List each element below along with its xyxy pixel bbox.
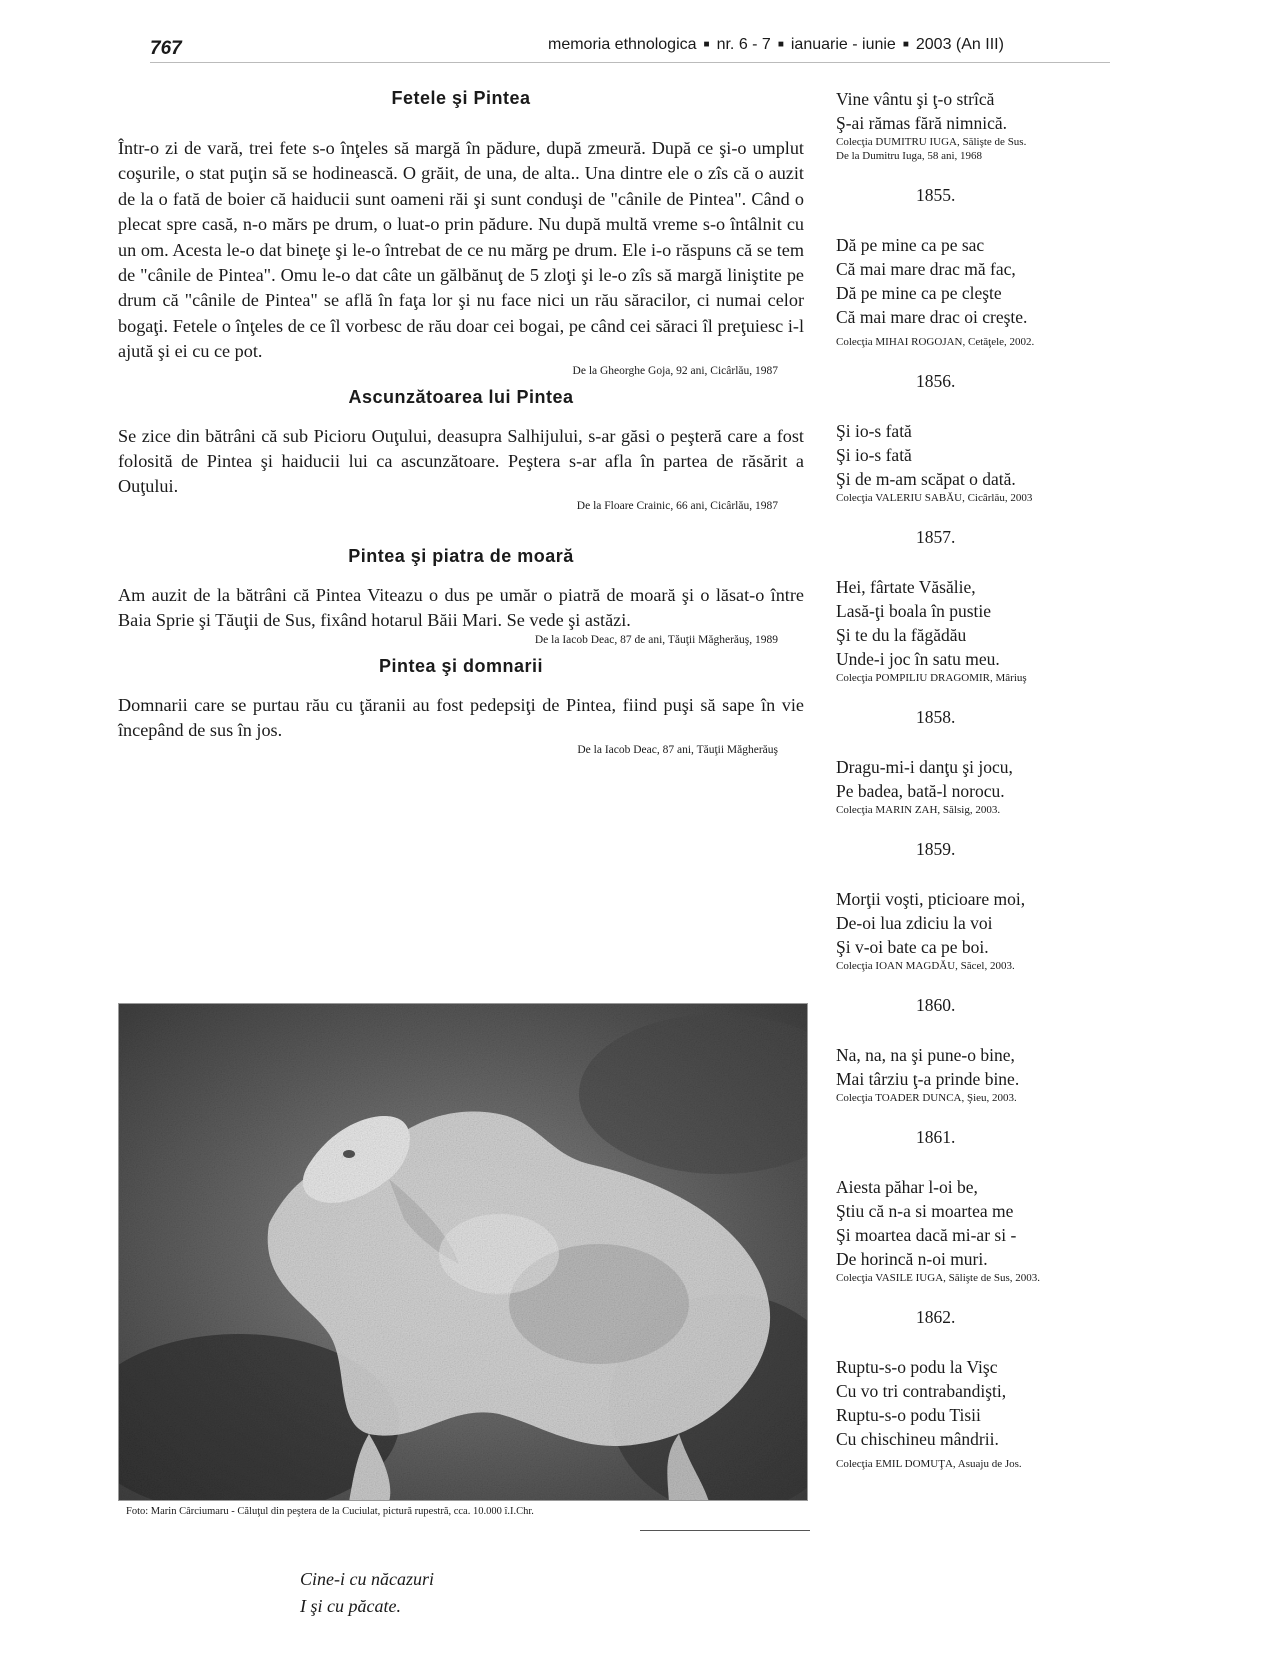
collection-credit: Colecţia MARIN ZAH, Sălsig, 2003. — [836, 804, 1001, 816]
cave-painting-photo — [118, 1003, 808, 1501]
running-header — [548, 36, 1108, 54]
verse-line: Cu vo tri contrabandişti, — [836, 1381, 1007, 1401]
verse-line: Hei, fârtate Văsălie, — [836, 577, 976, 597]
issue-period: ianuarie - iunie — [790, 36, 896, 53]
song — [836, 371, 1126, 505]
story-text: Se zice din bătrâni că sub Picioru Ouţului, deasupra Salhijului, s-ar găsi o peşteră care a fost folosită de Pintea şi haiducii lui ca ascunzătoare. Peştera s-ar afla în partea de răsărit a Ouţului. — [118, 425, 804, 497]
story-title: Fetele şi Pintea — [391, 88, 531, 108]
verse-line: Pe badea, bată-l norocu. — [836, 781, 1005, 801]
song-number: 1857. — [916, 527, 956, 547]
journal-title: memoria ethnologica — [548, 36, 697, 53]
story — [118, 546, 804, 646]
story-text: Am auzit de la bătrâni că Pintea Viteazu o dus pe umăr o piatră de moară şi o lăsat-o între Baia Sprie şi Tăuţii de Sus, fixând hotarul Băii Mari. Se vede şi astăzi. — [118, 584, 804, 631]
verse-line: Ruptu-s-o podu la Vişc — [836, 1357, 998, 1377]
verse-line: Unde-i joc în satu meu. — [836, 649, 1000, 669]
verse-line: Ştiu că n-a si moartea me — [836, 1201, 1014, 1221]
song — [836, 707, 1126, 817]
collection-credit: De la Dumitru Iuga, 58 ani, 1968 — [836, 150, 983, 162]
song-number: 1860. — [916, 995, 956, 1015]
story-text: Într-o zi de vară, trei fete s-o înţeles să margă în pădure, după zmeură. După ce şi-o umplut coşurile, o stat puţin să se hodinească. O grăit, de una, de alta.. Una dintre ele o zîs că o auzit de la o fată de boier că haiducii sunt oameni răi şi sunt conduşi de "cânile de Pintea". Când o plecat spre casă, n-o mărs pe drum, o luat-o prin pădure. Nu după multă vreme s-o întâlnit cu un om. Acesta le-o dat bineţe şi le-o întrebat de ce nu mărg pe drum. Ele i-o răspuns că se tem de "cânile de Pintea". Omu le-o dat câte un gălbănuţ de 5 zloţi şi le-o zîs să margă liniştite pe drum că "cânile de Pintea" se află în faţa lor şi nu face nici un rău săracilor, ci numai celor bogaţi. Fetele o înţeles de ce îl vorbesc de rău doar cei bogai, pe când cei săraci îl preţuiesc i-l ajută şi ei cu ce pot. — [118, 138, 804, 362]
verse-line: Că mai mare drac mă fac, — [836, 259, 1016, 279]
verse-line: Mai târziu ţ-a prinde bine. — [836, 1069, 1020, 1089]
story-source: De la Gheorghe Goja, 92 ani, Cicârlău, 1987 — [572, 364, 778, 377]
closing-verse-line: Cine-i cu năcazuri — [300, 1569, 434, 1589]
song — [836, 87, 1126, 163]
story-title: Pintea şi domnarii — [378, 655, 544, 676]
story-title: Pintea şi piatra de moară — [348, 545, 574, 566]
stories-column — [118, 86, 804, 756]
song — [836, 185, 1126, 349]
song-number: 1862. — [916, 1307, 956, 1327]
song — [836, 839, 1126, 973]
verse-line: Vine vântu şi ţ-o strîcă — [836, 89, 995, 109]
song-number: 1861. — [916, 1127, 956, 1147]
separator: ■ — [902, 39, 909, 50]
verse-line: Că mai mare drac oi creşte. — [836, 307, 1028, 327]
story-title: Ascunzătoarea lui Pintea — [348, 386, 574, 407]
collection-credit: Colecţia VASILE IUGA, Sălişte de Sus, 2003. — [836, 1272, 1040, 1284]
song — [836, 1307, 1126, 1471]
story-text: Domnarii care se purtau rău cu ţăranii au fost pedepsiţi de Pintea, fiind puşi să sape în vie începând de sus în jos. — [118, 694, 804, 741]
closing-verse — [300, 1566, 434, 1620]
verse-line: Aiesta păhar l-oi be, — [836, 1177, 978, 1197]
song-number: 1858. — [916, 707, 956, 727]
header-rule — [150, 62, 1110, 63]
collection-credit: Colecţia TOADER DUNCA, Şieu, 2003. — [836, 1092, 1017, 1104]
caption-rule — [640, 1530, 810, 1531]
photo-caption: Foto: Marin Cârciumaru - Căluţul din peştera de la Cuciulat, pictură rupestră, cca. 10.000 î.I.Chr. — [126, 1506, 534, 1517]
collection-credit: Colecţia EMIL DOMUŢA, Asuaju de Jos. — [836, 1458, 1022, 1470]
page-number: 767 — [150, 38, 182, 59]
collection-credit: Colecţia POMPILIU DRAGOMIR, Mâriuş — [836, 672, 1027, 684]
verse-line: Şi v-oi bate ca pe boi. — [836, 937, 989, 957]
issue-number: nr. 6 - 7 — [716, 36, 771, 53]
verse-line: Dă pe mine ca pe sac — [836, 235, 985, 255]
collection-credit: Colecţia IOAN MAGDĂU, Săcel, 2003. — [836, 960, 1015, 972]
verse-line: Lasă-ţi boala în pustie — [836, 601, 992, 621]
verse-line: Ruptu-s-o podu Tisii — [836, 1405, 981, 1425]
story — [118, 656, 804, 756]
separator: ■ — [703, 39, 710, 50]
verse-line: Şi io-s fată — [836, 421, 912, 441]
verse-line: Şi te du la făgădău — [836, 625, 967, 645]
story-source: De la Iacob Deac, 87 ani, Tăuţii Măgherăuş — [577, 743, 778, 756]
song — [836, 1127, 1126, 1285]
separator: ■ — [777, 39, 784, 50]
song-number: 1855. — [916, 185, 956, 205]
verse-line: Şi de m-am scăpat o dată. — [836, 469, 1016, 489]
horse-painting-image — [119, 1004, 808, 1501]
issue-year: 2003 (An III) — [915, 36, 1004, 53]
closing-verse-line: I şi cu păcate. — [300, 1596, 401, 1616]
story — [118, 88, 804, 377]
song-number: 1859. — [916, 839, 956, 859]
verse-line: Dragu-mi-i danţu şi jocu, — [836, 757, 1013, 777]
story-source: De la Iacob Deac, 87 de ani, Tăuţii Măgherăuş, 1989 — [534, 633, 778, 646]
song-number: 1856. — [916, 371, 956, 391]
collection-credit: Colecţia VALERIU SABĂU, Cicârlău, 2003 — [836, 492, 1033, 504]
verse-line: Şi moartea dacă mi-ar si - — [836, 1225, 1017, 1245]
verse-line: Şi io-s fată — [836, 445, 912, 465]
verse-line: De horincă n-oi muri. — [836, 1249, 988, 1269]
story-source: De la Floare Crainic, 66 ani, Cicârlău, 1987 — [576, 499, 778, 512]
song — [836, 527, 1126, 685]
verse-line: Na, na, na şi pune-o bine, — [836, 1045, 1015, 1065]
verse-line: Dă pe mine ca pe cleşte — [836, 283, 1002, 303]
verse-line: Cu chischineu mândrii. — [836, 1429, 999, 1449]
collection-credit: Colecţia MIHAI ROGOJAN, Cetăţele, 2002. — [836, 336, 1035, 348]
song — [836, 995, 1126, 1105]
songs-column — [836, 87, 1126, 1471]
collection-credit: Colecţia DUMITRU IUGA, Sălişte de Sus. — [836, 136, 1027, 148]
verse-line: Morţii voşti, pticioare moi, — [836, 889, 1026, 909]
story — [118, 387, 804, 512]
verse-line: De-oi lua zdiciu la voi — [836, 913, 993, 933]
verse-line: Ş-ai rămas fără nimnică. — [836, 113, 1008, 133]
